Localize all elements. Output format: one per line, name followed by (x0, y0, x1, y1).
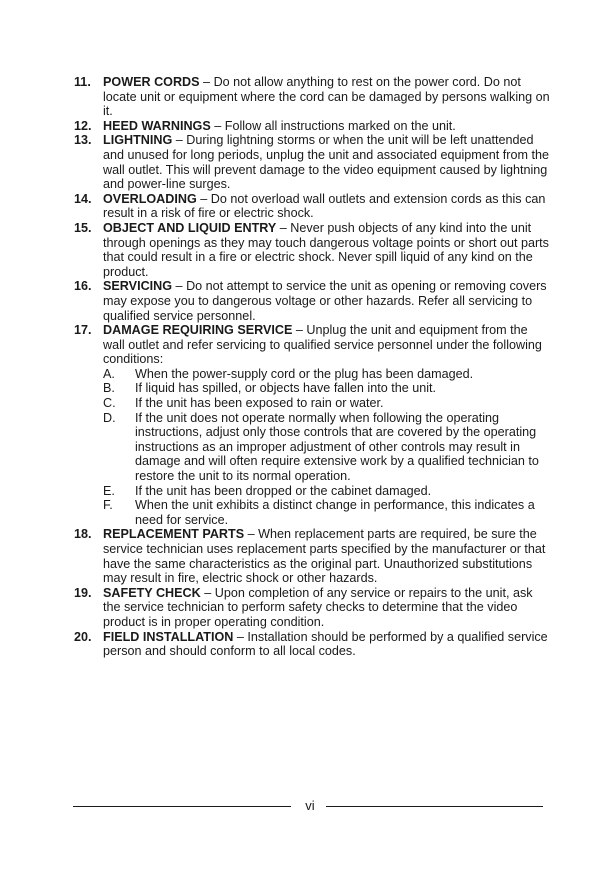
item-text: – Installation should be performed by a qualified service person and should conform to all local codes. (103, 629, 548, 659)
list-item-13 (74, 133, 552, 191)
list-item-18 (74, 527, 552, 585)
footer-rule-right (326, 806, 543, 807)
list-item-14 (74, 192, 552, 221)
item-number: 15. (74, 220, 92, 235)
condition-text: When the power-supply cord or the plug has been damaged. (135, 366, 474, 381)
condition-item-f (103, 498, 552, 527)
item-title: SAFETY CHECK (103, 585, 201, 600)
list-item-20 (74, 630, 552, 659)
list-item-12 (74, 119, 552, 134)
list-item-17 (74, 323, 552, 527)
condition-letter: E. (103, 483, 115, 498)
item-text: – Do not attempt to service the unit as opening or removing covers may expose you to dangerous voltage or other hazards. Refer all servicing to qualified service personnel. (103, 279, 547, 323)
page-number: vi (305, 798, 315, 813)
item-number: 14. (74, 191, 92, 206)
condition-list (103, 367, 552, 528)
item-number: 19. (74, 585, 92, 600)
item-title: HEED WARNINGS (103, 118, 211, 133)
item-number: 16. (74, 279, 92, 294)
safety-instructions-list (74, 75, 552, 659)
condition-item-b (103, 381, 552, 396)
item-number: 18. (74, 527, 92, 542)
condition-text: When the unit exhibits a distinct change in performance, this indicates a need for service. (135, 498, 535, 527)
item-title: SERVICING (103, 279, 173, 294)
condition-letter: C. (103, 396, 116, 411)
condition-letter: F. (103, 498, 113, 513)
condition-text: If the unit has been exposed to rain or water. (135, 396, 384, 411)
condition-item-c (103, 396, 552, 411)
item-number: 13. (74, 133, 92, 148)
item-text: – Do not overload wall outlets and extension cords as this can result in a risk of fire or electric shock. (103, 191, 546, 221)
item-number: 11. (74, 75, 91, 89)
condition-letter: A. (103, 366, 115, 381)
list-item-15 (74, 221, 552, 279)
item-text: – Upon completion of any service or repairs to the unit, ask the service technician to perform safety checks to determine that the video product is in proper operating condition. (103, 585, 533, 629)
condition-text: If liquid has spilled, or objects have fallen into the unit. (135, 381, 437, 396)
condition-letter: B. (103, 381, 115, 396)
condition-item-a (103, 367, 552, 382)
condition-text: If the unit has been dropped or the cabinet damaged. (135, 483, 432, 498)
condition-item-e (103, 484, 552, 499)
item-text: – Do not allow anything to rest on the power cord. Do not locate unit or equipment where the cord can be damaged by persons walking on it. (103, 75, 550, 119)
item-title: REPLACEMENT PARTS (103, 527, 245, 542)
item-title: LIGHTNING (103, 133, 173, 148)
condition-text: If the unit does not operate normally when following the operating instructions, adjust only those controls that are covered by the operating instructions as an improper adjustment of other controls may result in damage and will often require extensive work by a qualified technician to restore the unit to its normal operation. (135, 410, 539, 484)
item-text: – When replacement parts are required, be sure the service technician uses replacement parts specified by the manufacturer or that have the same characteristics as the original part. Unauthorized substitutions may result in fire, electric shock or other hazards. (103, 527, 546, 586)
item-title: POWER CORDS (103, 75, 200, 89)
item-text: – Follow all instructions marked on the unit. (210, 118, 456, 133)
list-item-16 (74, 279, 552, 323)
item-text: – During lightning storms or when the unit will be left unattended and unused for long periods, unplug the unit and associated equipment from the wall outlet. This will prevent damage to the video equipment caused by lightning and power-line surges. (103, 133, 549, 192)
item-number: 12. (74, 118, 92, 133)
item-title: FIELD INSTALLATION (103, 629, 234, 644)
item-title: OVERLOADING (103, 191, 197, 206)
item-title: OBJECT AND LIQUID ENTRY (103, 220, 277, 235)
condition-letter: D. (103, 410, 116, 425)
item-title: DAMAGE REQUIRING SERVICE (103, 323, 293, 338)
item-text: – Unplug the unit and equipment from the wall outlet and refer servicing to qualified service personnel under the following conditions: (103, 323, 542, 367)
condition-item-d (103, 411, 552, 484)
list-item-11 (74, 75, 552, 119)
footer-rule-left (73, 806, 291, 807)
item-text: – Never push objects of any kind into the unit through openings as they may touch dangerous voltage points or short out parts that could result in a fire or electric shock. Never spill liquid of any kind on the product. (103, 220, 549, 279)
item-number: 17. (74, 323, 92, 338)
list-item-19 (74, 586, 552, 630)
item-number: 20. (74, 629, 92, 644)
